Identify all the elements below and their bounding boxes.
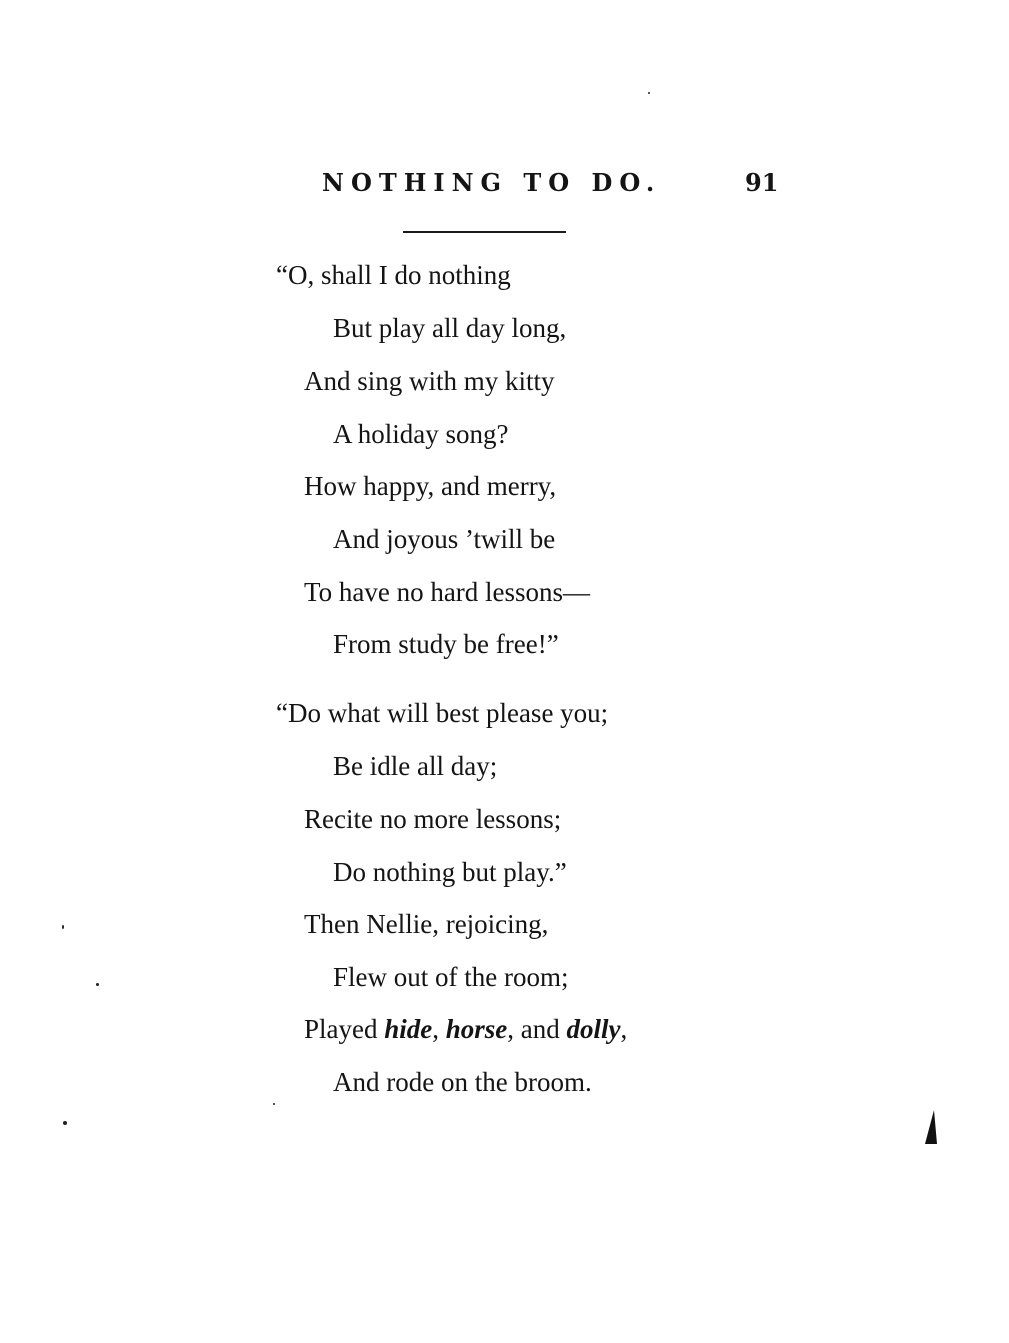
text-run: Played [304,1014,385,1044]
scan-speck [273,1103,275,1105]
poem-line: But play all day long, [333,313,567,343]
poem-line: And joyous ’twill be [333,524,556,554]
poem-line: A holiday song? [333,419,509,449]
italic-word-hide: hide [384,1014,433,1044]
scan-speck [63,1121,67,1125]
scan-speck [62,925,64,929]
poem-line: To have no hard lessons— [304,577,591,607]
scan-speck [648,92,650,94]
text-run: , and [507,1014,567,1044]
poem-line: Be idle all day; [333,751,498,781]
running-head-title: NOTHING TO DO. [322,168,662,197]
header-rule [403,231,566,233]
italic-word-dolly: dolly [566,1014,621,1044]
poem-line: And sing with my kitty [304,366,555,396]
text-run: , [620,1014,628,1044]
page-edge-mark [925,1110,937,1144]
poem-line: How happy, and merry, [304,471,557,501]
page-number: 91 [745,168,779,197]
poem-line: And rode on the broom. [333,1067,592,1097]
poem-line: Flew out of the room; [333,962,569,992]
poem-line: “Do what will best please you; [276,698,609,728]
poem-line: “O, shall I do nothing [276,260,511,290]
poem-line: Recite no more lessons; [304,804,562,834]
poem-line: From study be free!” [333,629,559,659]
poem-line-mixed [304,1014,627,1044]
poem-line: Do nothing but play.” [333,857,567,887]
italic-word-horse: horse [445,1014,508,1044]
poem-line: Then Nellie, rejoicing, [304,909,549,939]
scan-speck [96,983,99,986]
text-run: , [432,1014,446,1044]
